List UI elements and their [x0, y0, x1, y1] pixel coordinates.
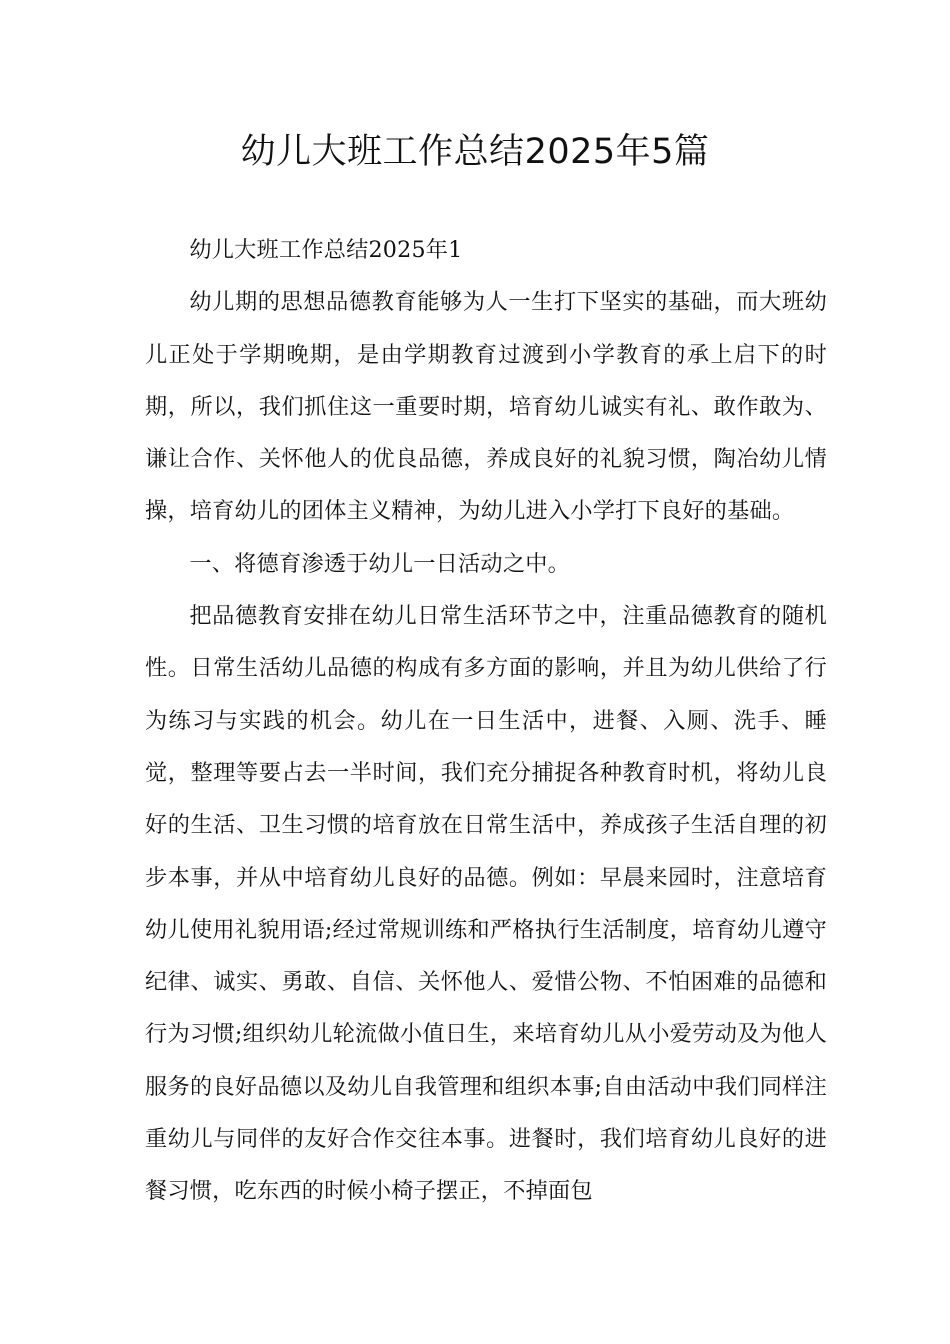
- intro-paragraph: 幼儿期的思想品德教育能够为人一生打下坚实的基础，而大班幼儿正处于学期晚期，是由学期教育过渡到小学教育的承上启下的时期，所以，我们抓住这一重要时期，培育幼儿诚实有礼、敢作敢为、谦让合作、关怀他人的优良品德，养成良好的礼貌习惯，陶冶幼儿情操，培育幼儿的团体主义精神，为幼儿进入小学打下良好的基础。: [145, 289, 827, 525]
- section-heading-1: 幼儿大班工作总结2025年1: [189, 237, 463, 263]
- subsection-heading-1: 一、将德育渗透于幼儿一日活动之中。: [189, 550, 570, 577]
- document-title: 幼儿大班工作总结2025年5篇: [240, 132, 710, 172]
- document-body: [145, 224, 827, 1218]
- body-paragraph: 把品德教育安排在幼儿日常生活环节之中，注重品德教育的随机性。日常生活幼儿品德的构成有多方面的影响，并且为幼儿供给了行为练习与实践的机会。幼儿在一日生活中，进餐、入厕、洗手、睡觉，整理等要占去一半时间，我们充分捕捉各种教育时机，将幼儿良好的生活、卫生习惯的培育放在日常生活中，养成孩子生活自理的初步本事，并从中培育幼儿良好的品德。例如：早晨来园时，注意培育幼儿使用礼貌用语;经过常规训练和严格执行生活制度，培育幼儿遵守纪律、诚实、勇敢、自信、关怀他人、爱惜公物、不怕困难的品德和行为习惯;组织幼儿轮流做小值日生，来培育幼儿从小爱劳动及为他人服务的良好品德以及幼儿自我管理和组织本事;自由活动中我们同样注重幼儿与同伴的友好合作交往本事。进餐时，我们培育幼儿良好的进餐习惯，吃东西的时候小椅子摆正，不掉面包: [145, 603, 827, 1205]
